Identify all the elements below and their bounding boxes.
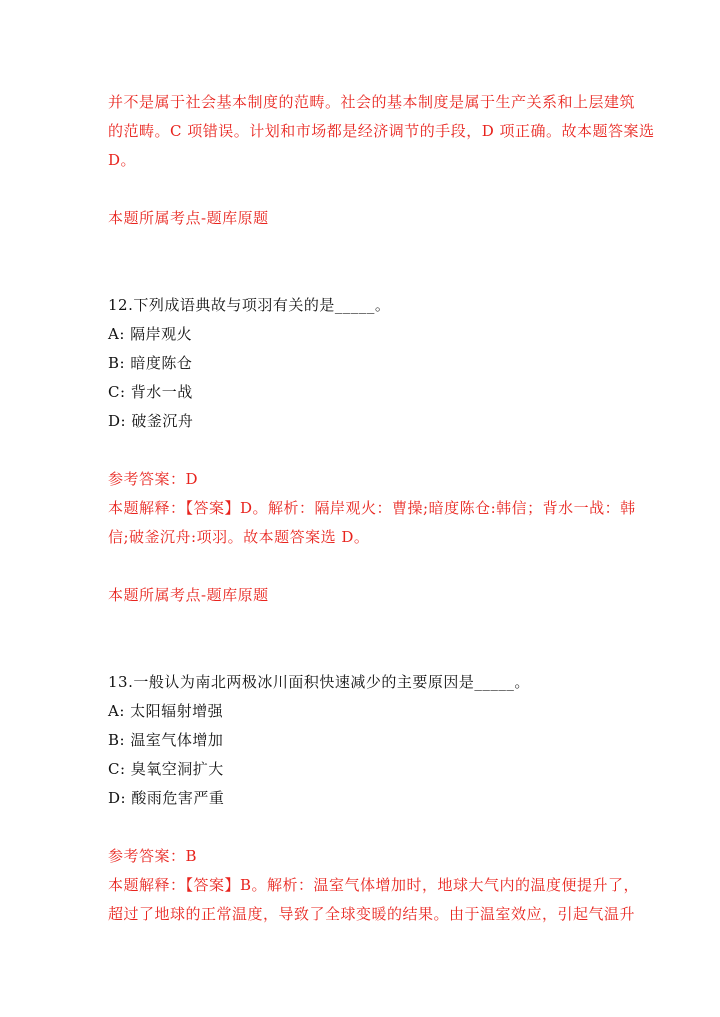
document-page: [108, 88, 655, 929]
explanation-line: 本题解释：【答案】B。解析：温室气体增加时，地球大气内的温度便提升了，: [108, 876, 640, 894]
explanation-line: 的范畴。C 项错误。计划和市场都是经济调节的手段，D 项正确。故本题答案选: [108, 122, 655, 140]
question-13: [108, 668, 640, 929]
explanation-line: 本题解释：【答案】D。解析：隔岸观火：曹操;暗度陈仓:韩信；背水一战：韩: [108, 499, 636, 517]
option-d: D: 酸雨危害严重: [108, 789, 225, 807]
source-tag: 本题所属考点-题库原题: [108, 586, 269, 604]
explanation-line: 并不是属于社会基本制度的范畴。社会的基本制度是属于生产关系和上层建筑: [108, 93, 636, 111]
question-stem: 13.一般认为南北两极冰川面积快速减少的主要原因是_____。: [108, 673, 530, 691]
explanation-line: D。: [108, 151, 137, 169]
option-b: B: 温室气体增加: [108, 731, 224, 749]
source-tag: 本题所属考点-题库原题: [108, 209, 269, 227]
option-c: C: 背水一战: [108, 383, 193, 401]
explanation-line: 超过了地球的正常温度，导致了全球变暖的结果。由于温室效应，引起气温升: [108, 905, 636, 923]
explanation-line: 信;破釜沉舟:项羽。故本题答案选 D。: [108, 528, 370, 546]
option-a: A: 太阳辐射增强: [108, 702, 224, 720]
option-b: B: 暗度陈仓: [108, 354, 193, 372]
previous-explanation: [108, 88, 655, 175]
question-12: [108, 291, 636, 610]
option-a: A: 隔岸观火: [108, 325, 193, 343]
option-d: D: 破釜沉舟: [108, 412, 194, 430]
option-c: C: 臭氧空洞扩大: [108, 760, 224, 778]
question-stem: 12.下列成语典故与项羽有关的是_____。: [108, 296, 391, 314]
reference-answer: 参考答案：B: [108, 847, 198, 865]
reference-answer: 参考答案：D: [108, 470, 199, 488]
